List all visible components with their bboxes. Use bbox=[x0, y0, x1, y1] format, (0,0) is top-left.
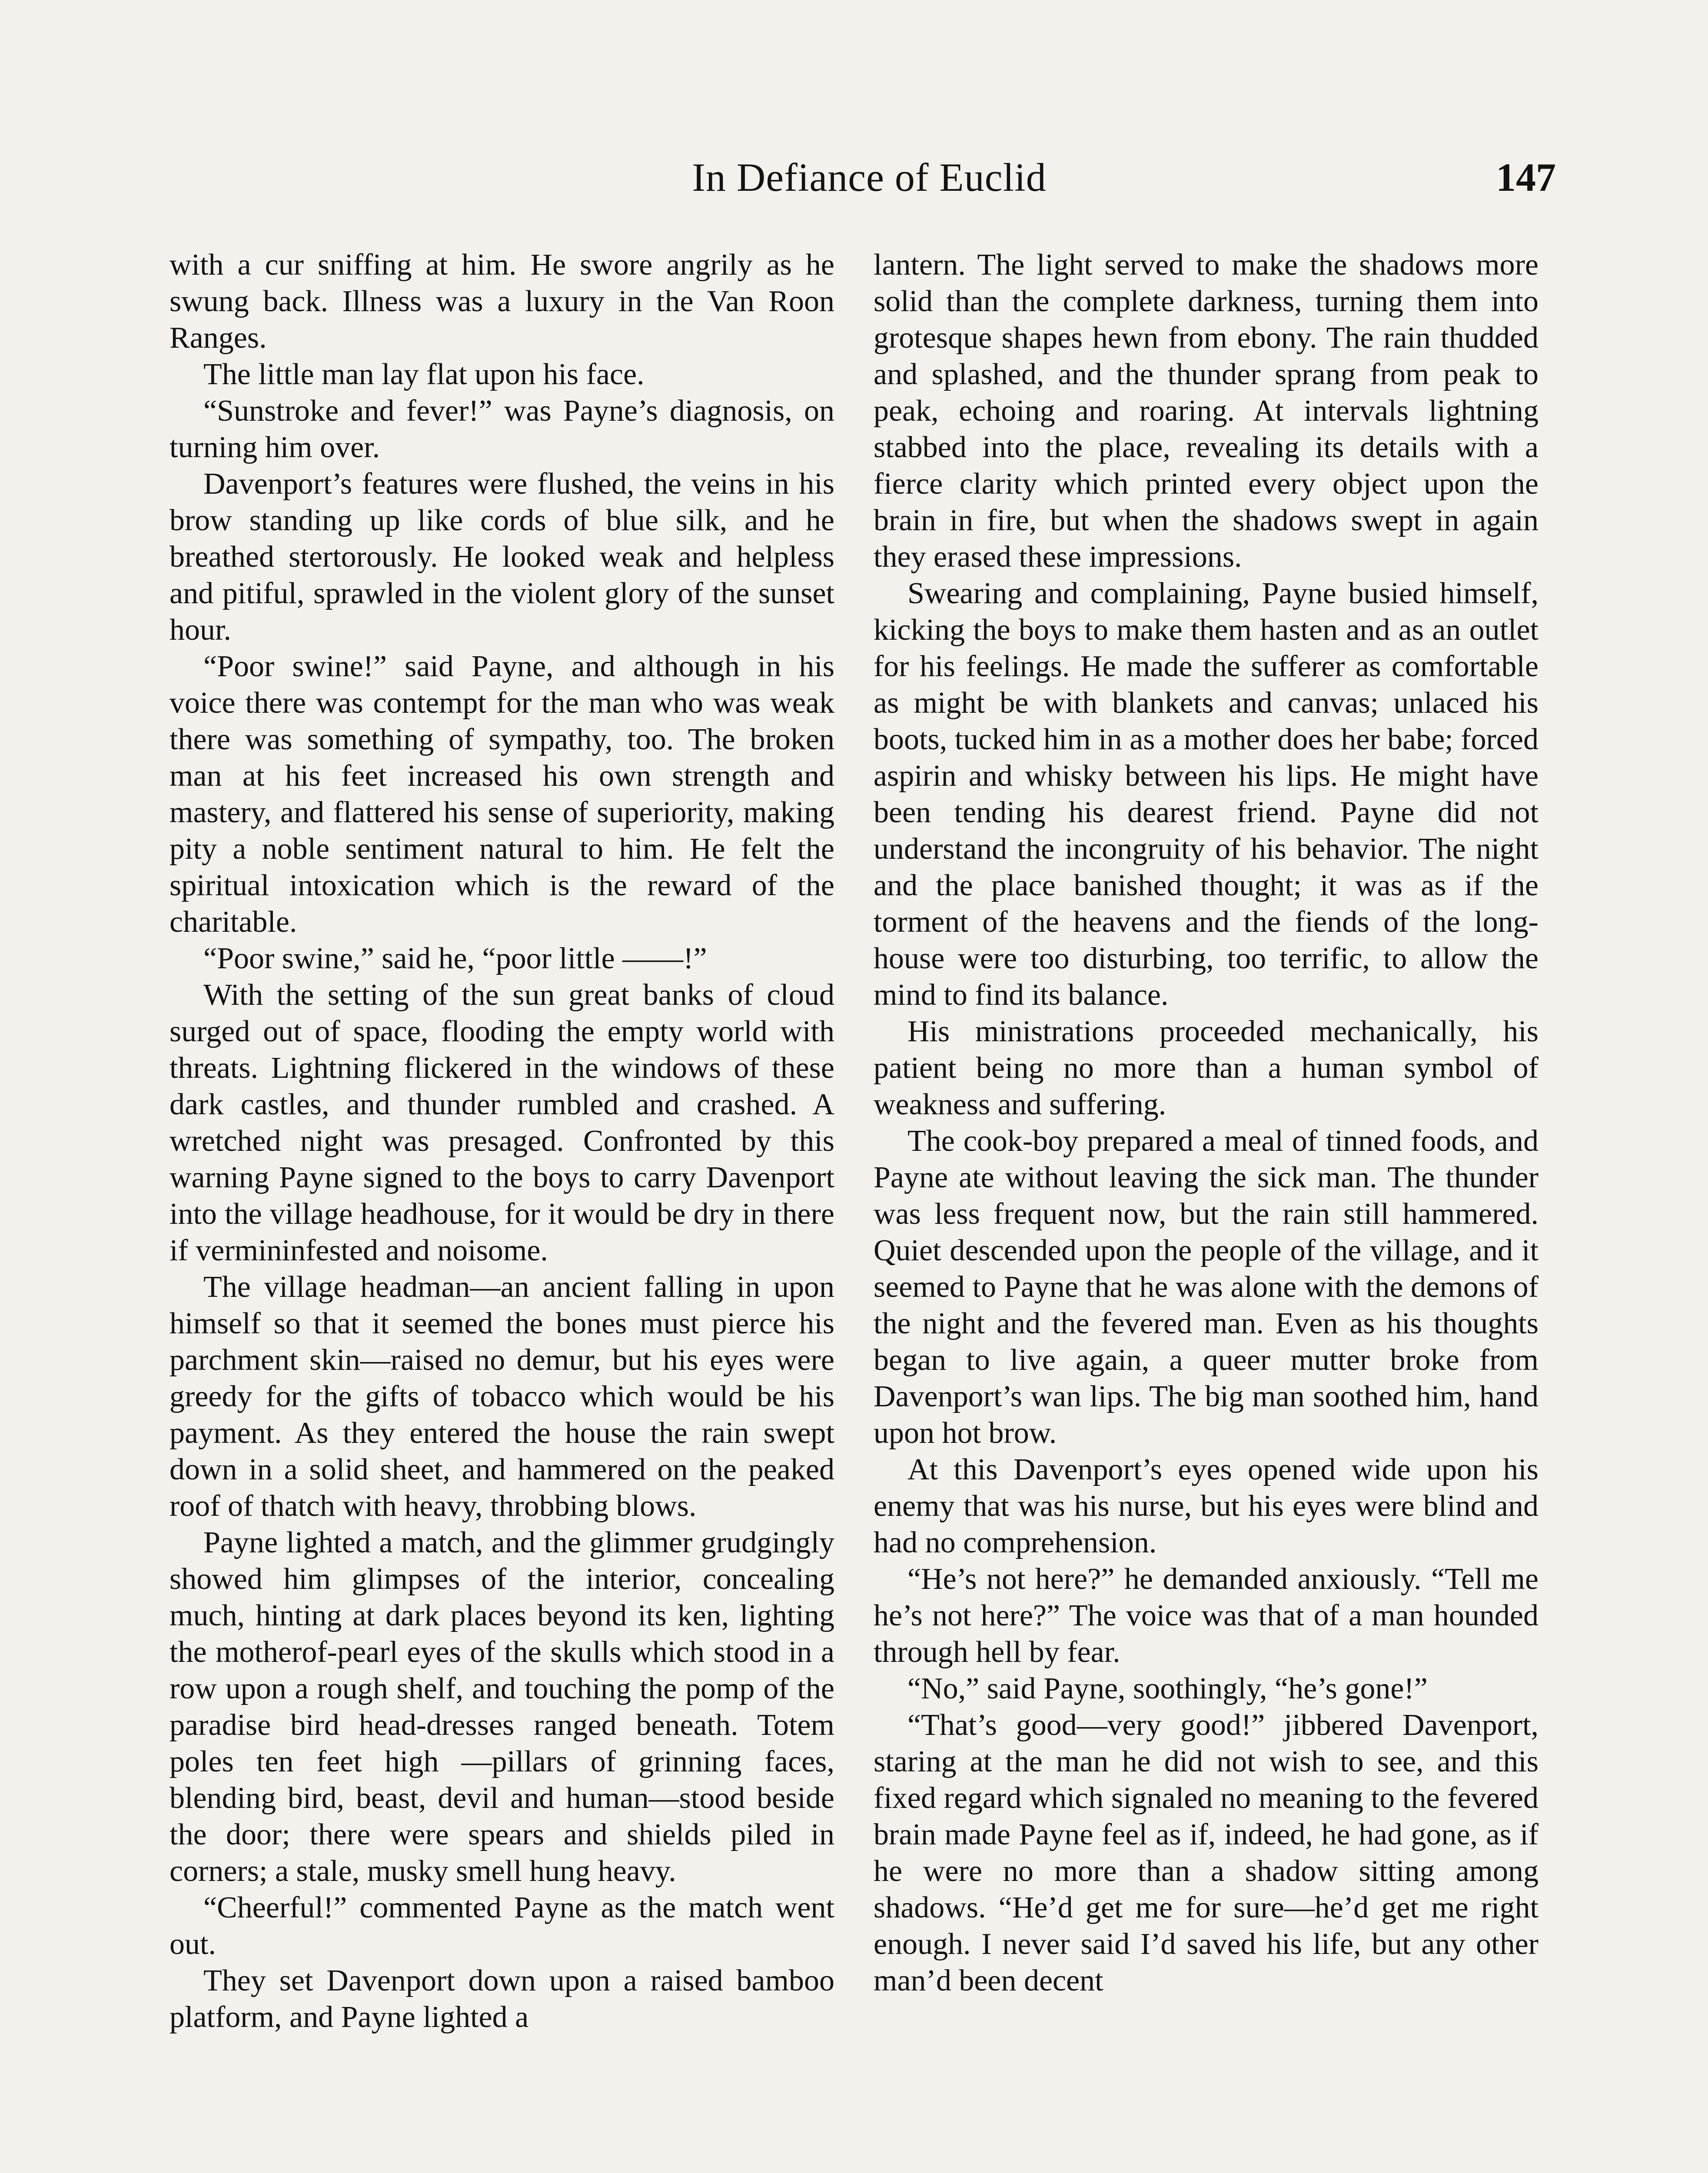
paragraph: The cook-boy prepared a meal of tinned foods, and Payne ate without leaving the sick man. The thunder was less frequent now, but the rain still hammered. Quiet descended upon the people of the village, and it seemed to Payne that he was alone with the demons of the night and the fevered man. Even as his thoughts began to live again, a queer mutter broke from Davenport’s wan lips. The big man soothed him, hand upon hot brow. bbox=[874, 1124, 1539, 1450]
paragraph: Payne lighted a match, and the glimmer grudgingly showed him glimpses of the interior, concealing much, hinting at dark places beyond its ken, lighting the motherof-pearl eyes of the skulls which stood in a row upon a rough shelf, and touching the pomp of the paradise bird head-dresses ranged beneath. Totem poles ten feet high —pillars of grinning faces, blending bird, beast, devil and human—stood beside the door; there were spears and shields piled in corners; a stale, musky smell hung heavy. bbox=[169, 1526, 834, 1888]
paragraph: “Poor swine!” said Payne, and although in his voice there was contempt for the man who was weak there was something of sympathy, too. The broken man at his feet increased his own strength and mastery, and flattered his sense of superiority, making pity a noble sentiment natural to him. He felt the spiritual intoxication which is the reward of the charitable. bbox=[169, 650, 834, 939]
paragraph: At this Davenport’s eyes opened wide upon his enemy that was his nurse, but his eyes were blind and had no comprehension. bbox=[874, 1453, 1539, 1559]
paragraph: “Cheerful!” commented Payne as the match went out. bbox=[169, 1891, 834, 1961]
paragraph: with a cur sniffing at him. He swore angrily as he swung back. Illness was a luxury in the Van Roon Ranges. bbox=[169, 248, 834, 355]
paragraph: The little man lay flat upon his face. bbox=[203, 358, 645, 391]
right-column bbox=[874, 247, 1539, 1999]
paragraph: They set Davenport down upon a raised bamboo platform, and Payne lighted a bbox=[169, 1964, 834, 2034]
running-title: In Defiance of Euclid bbox=[692, 155, 1047, 199]
paragraph: Davenport’s features were flushed, the veins in his brow standing up like cords of blue silk, and he breathed stertorously. He looked weak and helpless and pitiful, sprawled in the violent glory of the sunset hour. bbox=[169, 467, 834, 647]
paragraph: With the setting of the sun great banks of cloud surged out of space, flooding the empty world with threats. Lightning flickered in the windows of these dark castles, and thunder rumbled and crashed. A wretched night was presaged. Confronted by this warning Payne signed to the boys to carry Davenport into the village headhouse, for it would be dry in there if vermininfested and noisome. bbox=[169, 978, 834, 1267]
paragraph: “He’s not here?” he demanded anxiously. “Tell me he’s not here?” The voice was that of a man hounded through hell by fear. bbox=[874, 1562, 1539, 1669]
page-number: 147 bbox=[1496, 155, 1556, 199]
paragraph: The village headman—an ancient falling in upon himself so that it seemed the bones must pierce his parchment skin—raised no demur, but his eyes were greedy for the gifts of tobacco which would be his payment. As they entered the house the rain swept down in a solid sheet, and hammered on the peaked roof of thatch with heavy, throbbing blows. bbox=[169, 1270, 834, 1523]
paragraph: His ministrations proceeded mechanically, his patient being no more than a human symbol of weakness and suffering. bbox=[874, 1015, 1539, 1121]
paragraph: “That’s good—very good!” jibbered Davenport, staring at the man he did not wish to see, and this fixed regard which signaled no meaning to the fevered brain made Payne feel as if, indeed, he had gone, as if he were no more than a shadow sitting among shadows. “He’d get me for sure—he’d get me right enough. I never said I’d saved his life, but any other man’d been decent bbox=[874, 1708, 1539, 1997]
paragraph: “Sunstroke and fever!” was Payne’s diagnosis, on turning him over. bbox=[169, 394, 834, 464]
paragraph: lantern. The light served to make the shadows more solid than the complete darkness, turning them into grotesque shapes hewn from ebony. The rain thudded and splashed, and the thunder sprang from peak to peak, echoing and roaring. At intervals lightning stabbed into the place, revealing its details with a fierce clarity which printed every object upon the brain in fire, but when the shadows swept in again they erased these impressions. bbox=[874, 248, 1539, 574]
paragraph: “No,” said Payne, soothingly, “he’s gone!” bbox=[907, 1672, 1428, 1705]
paragraph: “Poor swine,” said he, “poor little ——!” bbox=[203, 942, 707, 975]
left-column bbox=[169, 247, 834, 2036]
paragraph: Swearing and complaining, Payne busied himself, kicking the boys to make them hasten and as an outlet for his feelings. He made the sufferer as comfortable as might be with blankets and canvas; unlaced his boots, tucked him in as a mother does her babe; forced aspirin and whisky between his lips. He might have been tending his dearest friend. Payne did not understand the incongruity of his behavior. The night and the place banished thought; it was as if the torment of the heavens and the fiends of the long-house were too disturbing, too terrific, to allow the mind to find its balance. bbox=[874, 577, 1539, 1012]
